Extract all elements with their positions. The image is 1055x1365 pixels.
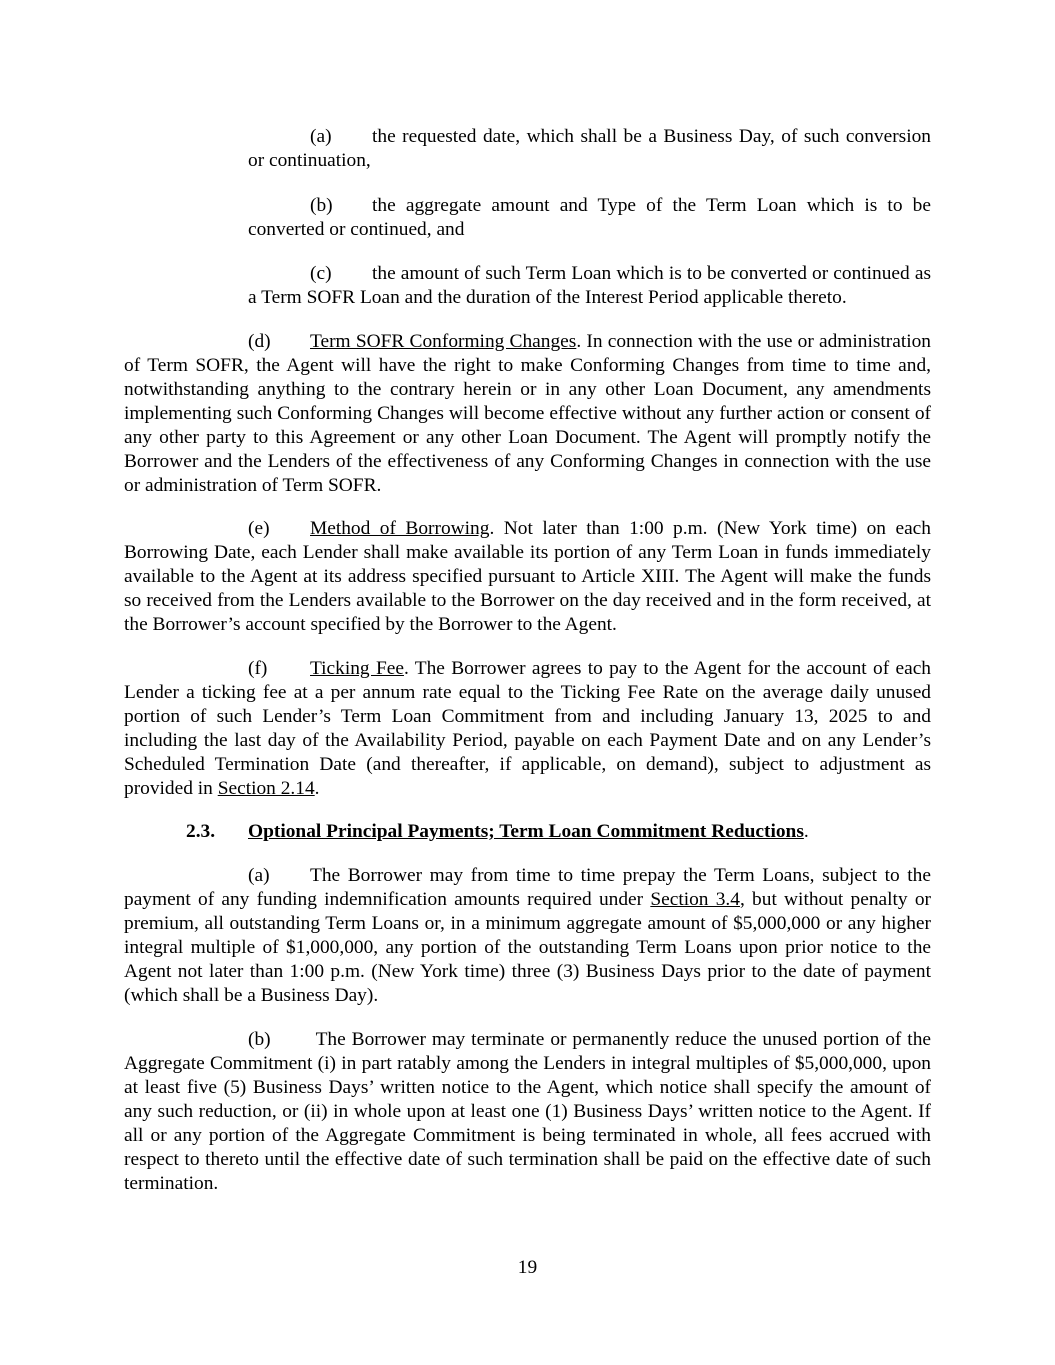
clause-f-text: . The Borrower agrees to pay to the Agent for the account of each Lender a ticking fee at a per annum rate equal to the Ticking Fee Rate on the average daily unused portion of such Lender’s Term Loan Commitment from and including January 13, 2025 to and including the last day of the Availability Period, payable on each Payment Date and on any Lender’s Scheduled Termination Date (and thereafter, if applicable, on demand), subject to adjustment as provided in <box>124 658 931 799</box>
clause-b-label: (b) <box>310 195 333 216</box>
clause-d-label: (d) <box>248 331 271 352</box>
clause-2-3-a-label: (a) <box>248 865 270 886</box>
clause-e-label: (e) <box>248 518 270 539</box>
clause-b-text: the aggregate amount and Type of the Term Loan which is to be converted or continued, and <box>248 195 931 240</box>
clause-2-3-a-text: The Borrower may from time to time prepay the Term Loans, subject to the payment of any funding indemnification amounts required under <box>124 865 931 910</box>
page-number: 19 <box>517 1257 538 1278</box>
clause-d-title: Term SOFR Conforming Changes <box>310 331 577 352</box>
section-title-period: . <box>803 821 809 842</box>
clause-2-3-b-label: (b) <box>248 1029 271 1050</box>
clause-2-3-b <box>124 1028 931 1196</box>
clause-e-text: . Not later than 1:00 p.m. (New York time) on each Borrowing Date, each Lender shall make available its portion of any Term Loan in funds immediately available to the Agent at its address specified pursuant to Article XIII. The Agent will make the funds so received from the Lenders available to the Borrower on the day received and in the form received, at the Borrower’s account specified by the Borrower to the Agent. <box>124 518 931 635</box>
clause-a <box>248 125 931 173</box>
clause-a-label: (a) <box>310 126 332 147</box>
clause-c-text: the amount of such Term Loan which is to be converted or continued as a Term SOFR Loan and the duration of the Interest Period applicable thereto. <box>248 263 931 308</box>
section-title: Optional Principal Payments; Term Loan Commitment Reductions <box>248 821 804 842</box>
section-2-14-link[interactable]: Section 2.14 <box>217 778 315 799</box>
clause-e-title: Method of Borrowing <box>310 518 490 539</box>
clause-d-text: . In connection with the use or administration of Term SOFR, the Agent will have the right to make Conforming Changes from time to time and, notwithstanding anything to the contrary herein or in any other Loan Document, any amendments implementing such Conforming Changes will become effective without any further action or consent of any other party to this Agreement or any other Loan Document. The Agent will promptly notify the Borrower and the Lenders of the effectiveness of any Conforming Changes in connection with the use or administration of Term SOFR. <box>124 331 931 496</box>
clause-f <box>124 657 931 801</box>
clause-f-text-end: . <box>314 778 320 799</box>
clause-2-3-b-text: The Borrower may terminate or permanently reduce the unused portion of the Aggregate Commitment (i) in part ratably among the Lenders in integral multiples of $5,000,000, upon at least five (5) Business Days’ written notice to the Agent, which notice shall specify the amount of any such reduction, or (ii) in whole upon at least one (1) Business Days’ written notice to the Agent. If all or any portion of the Aggregate Commitment is being terminated in whole, all fees accrued with respect to thereto until the effective date of such termination shall be paid on the effective date of such termination. <box>124 1029 931 1194</box>
section-heading-2-3 <box>186 820 931 844</box>
clause-2-3-a <box>124 864 931 1008</box>
clause-a-text: the requested date, which shall be a Business Day, of such conversion or continuation, <box>248 126 931 171</box>
clause-f-title: Ticking Fee <box>310 658 404 679</box>
clause-d <box>124 330 931 498</box>
section-number: 2.3. <box>186 821 216 842</box>
clause-c-label: (c) <box>310 263 332 284</box>
clause-c <box>248 262 931 310</box>
clause-2-3-a-text-end: , but without penalty or premium, all outstanding Term Loans or, in a minimum aggregate amount of $5,000,000 or any higher integral multiple of $1,000,000, any portion of the outstanding Term Loans upon prior notice to the Agent not later than 1:00 p.m. (New York time) three (3) Business Days prior to the date of payment (which shall be a Business Day). <box>124 889 931 1006</box>
clause-f-label: (f) <box>248 658 268 679</box>
section-3-4-link[interactable]: Section 3.4 <box>650 889 740 910</box>
clause-b <box>248 194 931 242</box>
clause-e <box>124 517 931 637</box>
